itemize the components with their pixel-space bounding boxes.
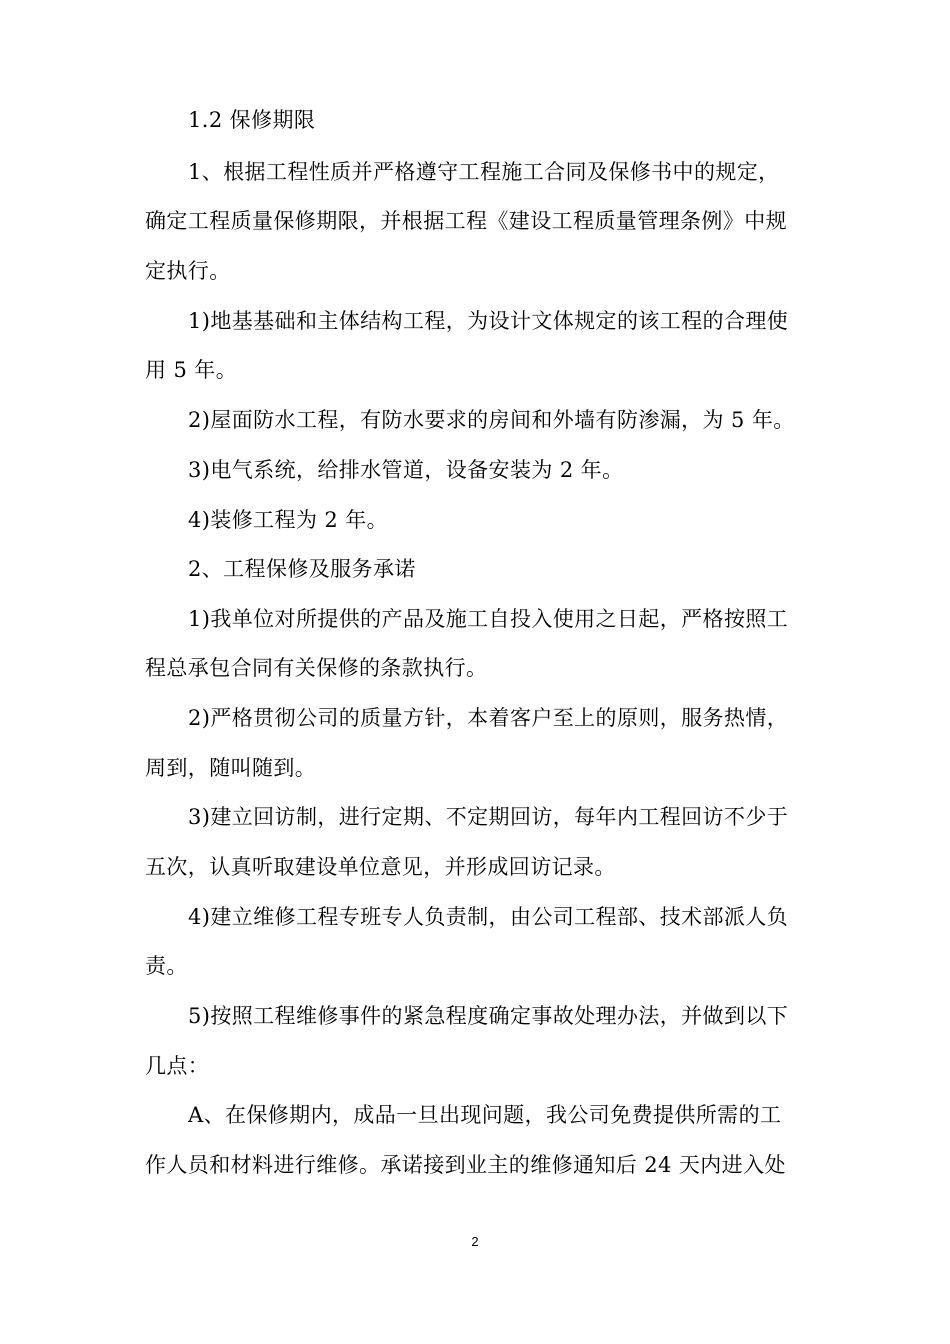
paragraph-line: 程总承包合同有关保修的条款执行。 (145, 656, 488, 680)
paragraph-line: 作人员和材料进行维修。承诺接到业主的维修通知后 24 天内进入处 (145, 1153, 786, 1177)
paragraph-line: 5)按照工程维修事件的紧急程度确定事故处理办法，并做到以下 (188, 1004, 789, 1028)
section-heading: 1.2 保修期限 (188, 108, 316, 132)
paragraph-line: 周到，随叫随到。 (145, 756, 317, 780)
paragraph-line: 1、根据工程性质并严格遵守工程施工合同及保修书中的规定， (188, 160, 780, 184)
paragraph-line: A、在保修期内，成品一旦出现问题，我公司免费提供所需的工 (188, 1103, 782, 1127)
paragraph-line: 3)电气系统，给排水管道，设备安装为 2 年。 (188, 458, 624, 482)
paragraph-line: 3)建立回访制，进行定期、不定期回访，每年内工程回访不少于 (188, 805, 789, 829)
section-heading: 2、工程保修及服务承诺 (188, 557, 416, 581)
page-number: 2 (471, 1234, 479, 1249)
paragraph-line: 定执行。 (145, 259, 231, 283)
paragraph-line: 几点： (145, 1054, 210, 1078)
paragraph-line: 确定工程质量保修期限，并根据工程《建设工程质量管理条例》中规 (145, 209, 787, 233)
paragraph-line: 2)严格贯彻公司的质量方针，本着客户至上的原则，服务热情， (188, 706, 789, 730)
paragraph-line: 2)屋面防水工程，有防水要求的房间和外墙有防渗漏，为 5 年。 (188, 408, 795, 432)
paragraph-line: 1)我单位对所提供的产品及施工自投入使用之日起，严格按照工 (188, 607, 789, 631)
paragraph-line: 4)建立维修工程专班专人负责制，由公司工程部、技术部派人负 (188, 905, 789, 929)
paragraph-line: 责。 (145, 954, 188, 978)
paragraph-line: 五次，认真听取建设单位意见，并形成回访记录。 (145, 855, 616, 879)
paragraph-line: 4)装修工程为 2 年。 (188, 508, 389, 532)
paragraph-line: 用 5 年。 (145, 358, 238, 382)
paragraph-line: 1)地基基础和主体结构工程，为设计文体规定的该工程的合理使 (188, 309, 789, 333)
